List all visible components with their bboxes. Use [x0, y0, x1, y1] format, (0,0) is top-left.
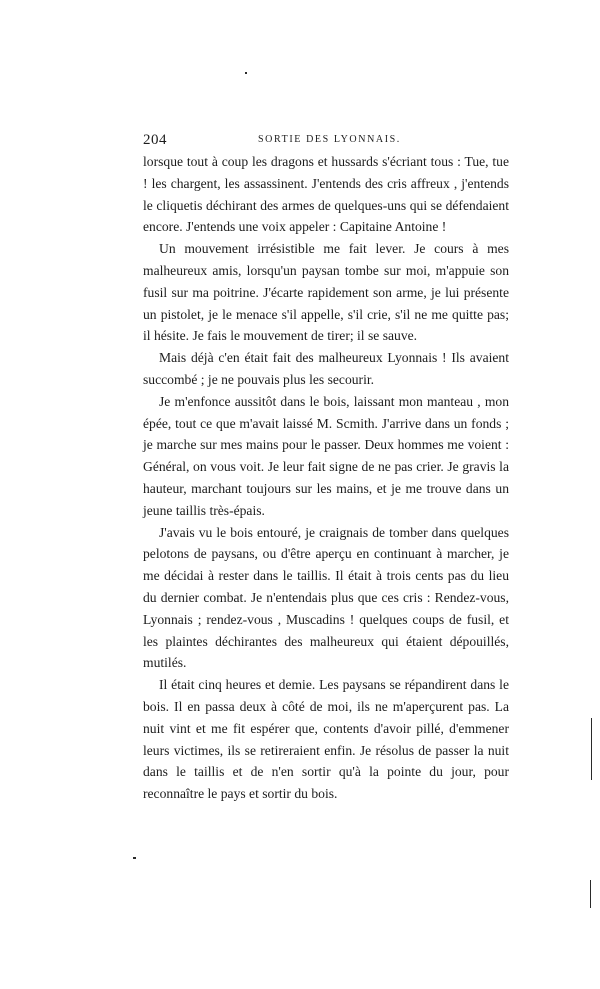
- page-header: [143, 132, 513, 152]
- page-number: 204: [143, 132, 167, 148]
- scan-edge-mark: [591, 718, 592, 780]
- running-title: SORTIE DES LYONNAIS.: [258, 134, 401, 145]
- paragraph: J'avais vu le bois entouré, je craignais de tomber dans quelques pelotons de paysans, ou d'être aperçu en continuant à marcher, je me décidai à rester dans le taillis. Il était à trois cents pas du lieu du dernier combat. Je n'entendais plus que ces cris : Rendez-vous, Lyonnais ; rendez-vous , Muscadins ! quelques coups de fusil, et les plaintes déchirantes des malheureux qui étaient dépouillés, mutilés.: [143, 524, 509, 671]
- paragraph: lorsque tout à coup les dragons et hussards s'écriant tous : Tue, tue ! les chargent, les assassinent. J'entends des cris affreux , j'entends le cliquetis déchirant des armes de quelques-uns qui se défendaient encore. J'entends une voix appeler : Capitaine Antoine !: [143, 154, 509, 235]
- scan-edge-mark: [590, 880, 591, 908]
- paragraph: Un mouvement irrésistible me fait lever. Je cours à mes malheureux amis, lorsqu'un paysan tombe sur moi, m'appuie son fusil sur ma poitrine. J'écarte rapidement son arme, je lui présente un pistolet, je le menace s'il appelle, s'il crie, s'il ne me quitte pas; il hésite. Je fais le mouvement de tirer; il se sauve.: [143, 241, 509, 344]
- paragraph: Mais déjà c'en était fait des malheureux Lyonnais ! Ils avaient succombé ; je ne pouvais plus les secourir.: [143, 350, 509, 387]
- scan-speck: [245, 72, 247, 74]
- paragraph: Il était cinq heures et demie. Les paysans se répandirent dans le bois. Il en passa deux à côté de moi, ils ne m'aperçurent pas. La nuit vint et me fit espérer que, contents d'avoir pillé, d'emmener leurs victimes, ils se retireraient enfin. Je résolus de passer la nuit dans le taillis et de n'en sortir qu'à la pointe du jour, pour reconnaître le pays et sortir du bois.: [143, 677, 509, 802]
- paragraph: Je m'enfonce aussitôt dans le bois, laissant mon manteau , mon épée, tout ce que m'avait laissé M. Scmith. J'arrive dans un fonds ; je marche sur mes mains pour le passer. Deux hommes me voient : Général, on vous voit. Je leur fait signe de ne pas crier. Je gravis la hauteur, marchant toujours sur les mains, et je me trouve dans un jeune taillis très-épais.: [143, 393, 509, 518]
- scan-speck: [133, 857, 136, 859]
- body-text: [143, 151, 509, 805]
